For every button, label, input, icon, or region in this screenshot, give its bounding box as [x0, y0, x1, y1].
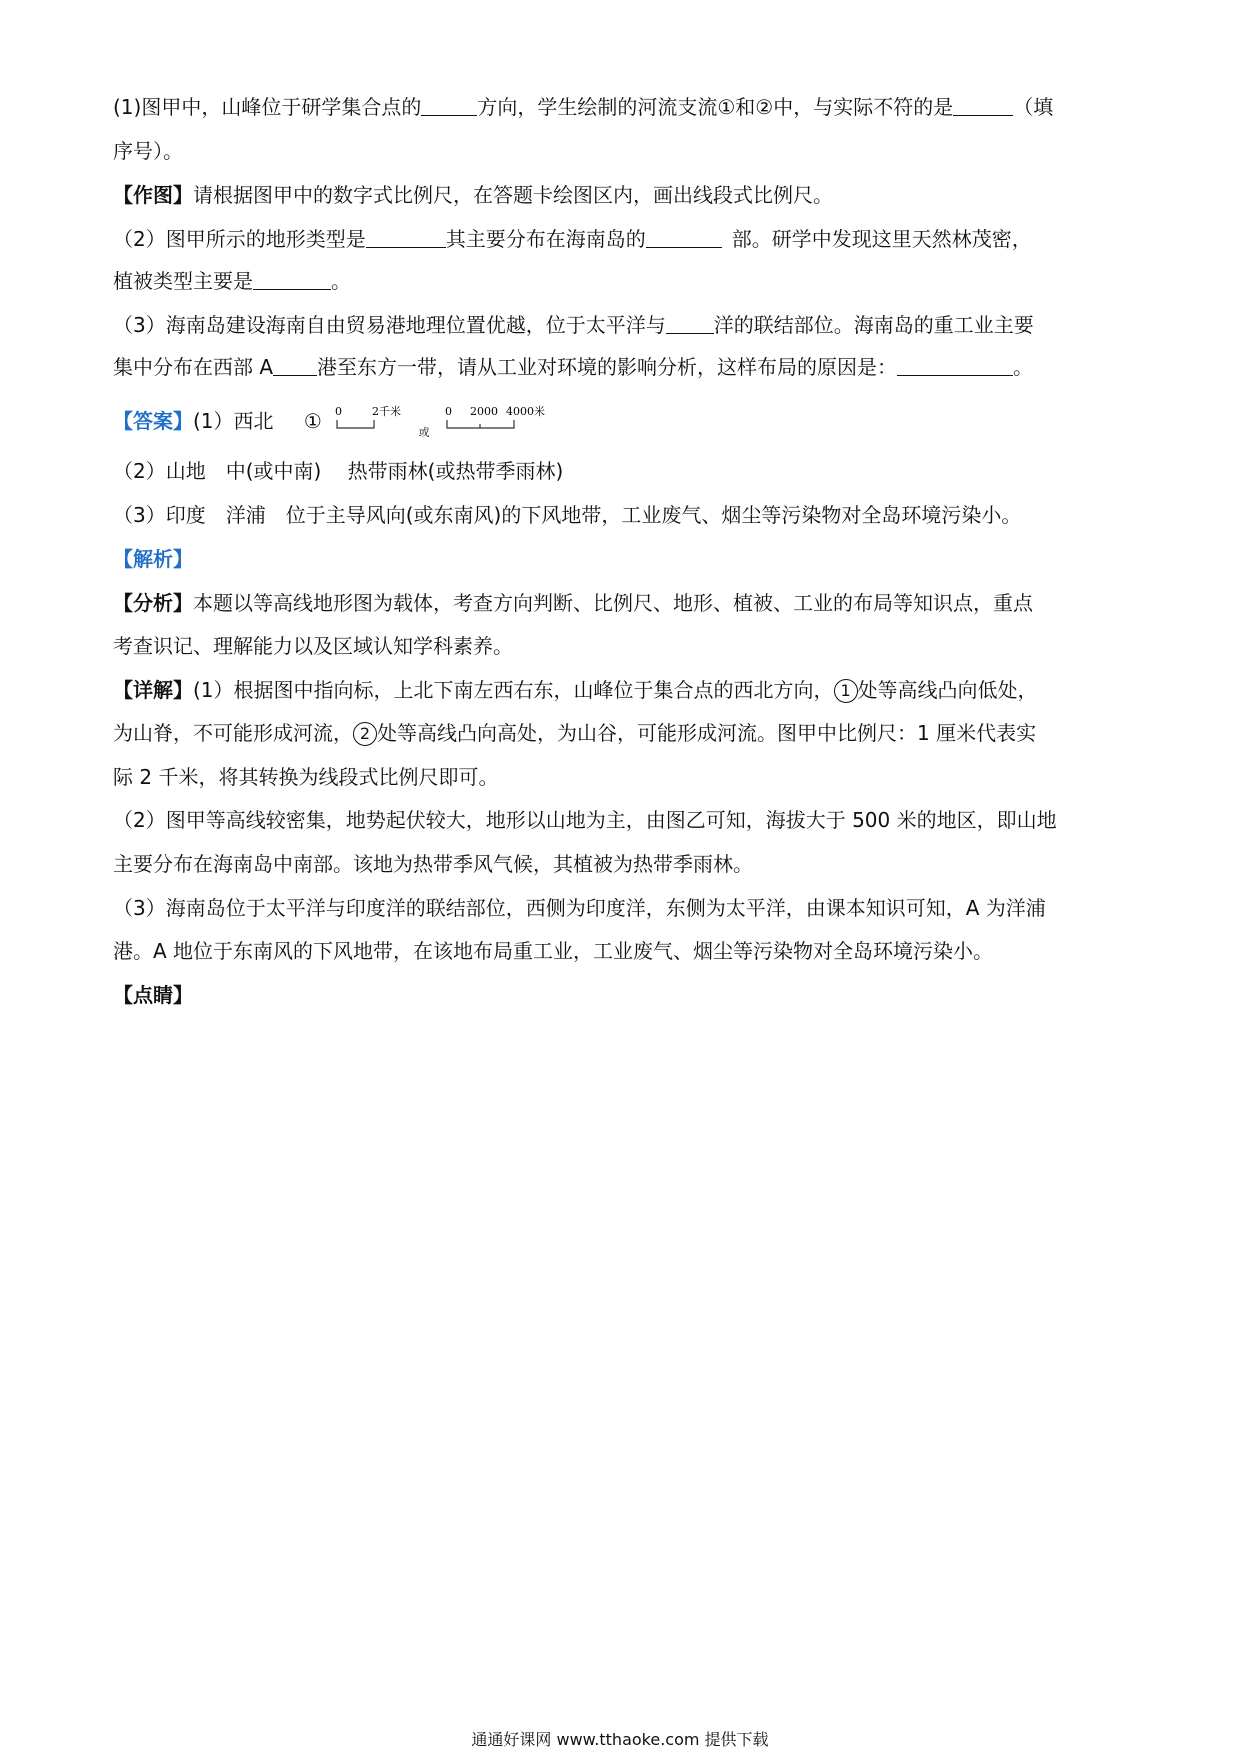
q1-blank-river	[953, 95, 1013, 116]
circled-one: 1	[834, 679, 858, 703]
xiangjie-text-1a: (1）根据图中指向标，上北下南左西右东，山峰位于集合点的西北方向，	[193, 678, 834, 702]
xiangjie-line1	[113, 676, 1133, 704]
answer-1-label: (1）西北	[193, 409, 274, 433]
scale-bar-2km	[334, 404, 406, 434]
scale2-bar	[447, 420, 514, 428]
q3-line2	[113, 353, 1133, 381]
drawing-line	[113, 181, 1133, 209]
xiangjie-text-3: 际 2 千米，将其转换为线段式比例尺即可。	[113, 765, 499, 789]
q1-blank-direction	[421, 95, 477, 116]
dianjing-line	[113, 981, 1133, 1009]
xiangjie-line2	[113, 719, 1133, 747]
fenxi-line1	[113, 589, 1133, 617]
q2-line2	[113, 267, 1133, 295]
q3-text-c: 集中分布在西部 A	[113, 355, 274, 379]
analysis-tag: 【解析】	[113, 547, 193, 571]
q1-text-a: (1)图甲中，山峰位于研学集合点的	[113, 95, 422, 119]
scale1-zero-label: 0	[335, 405, 343, 418]
fenxi-line2	[113, 632, 1133, 660]
fenxi-tag: 【分析】	[113, 591, 193, 615]
fenxi-text-1: 本题以等高线地形图为载体，考查方向判断、比例尺、地形、植被、工业的布局等知识点，重点	[193, 591, 1033, 615]
q3-line1	[113, 311, 1133, 339]
answer-1-circled-number: ①	[303, 409, 322, 433]
q2-blank-vegetation	[253, 269, 331, 290]
answer-or: 或	[418, 426, 430, 439]
q2-text-e: 。	[331, 269, 351, 293]
xiangjie-text-7: 港。A 地位于东南风的下风地带，在该地布局重工业，工业废气、烟尘等污染物对全岛环境污染小。	[113, 939, 994, 963]
xiangjie-line4	[113, 806, 1133, 834]
xiangjie-tag: 【详解】	[113, 678, 193, 702]
q3-blank-ocean	[666, 313, 714, 334]
answer-line2	[113, 457, 1133, 485]
answer-3: （3）印度 洋浦 位于主导风向(或东南风)的下风地带，工业废气、烟尘等污染物对全岛环境污染小。	[113, 503, 1022, 527]
scale2-mid-label: 2000	[469, 405, 498, 418]
q2-text-c: 部。研学中发现这里天然林茂密，	[731, 227, 1032, 251]
q3-text-b: 洋的联结部位。海南岛的重工业主要	[713, 313, 1034, 337]
answer-line3	[113, 501, 1133, 529]
footer-text: 通通好课网 www.tthaoke.com 提供下载	[471, 1730, 769, 1749]
q2-text-a: （2）图甲所示的地形类型是	[113, 227, 366, 251]
drawing-tag: 【作图】	[113, 183, 193, 207]
page-footer	[0, 1730, 1240, 1750]
dianjing-tag: 【点睛】	[113, 983, 193, 1007]
xiangjie-line7	[113, 937, 1133, 965]
q3-blank-port	[273, 355, 317, 376]
answer-tag: 【答案】	[113, 409, 193, 433]
q2-text-d: 植被类型主要是	[113, 269, 253, 293]
q3-text-a: （3）海南岛建设海南自由贸易港地理位置优越，位于太平洋与	[113, 313, 666, 337]
scale-bar-4000m	[442, 404, 572, 434]
xiangjie-text-1b: 处等高线凸向低处，	[857, 678, 1038, 702]
scale1-end-label: 2千米	[372, 405, 402, 418]
q3-text-e: 。	[1013, 355, 1034, 379]
xiangjie-text-2b: 处等高线凸向高处，为山谷，可能形成河流。图甲中比例尺：1 厘米代表实	[377, 721, 1037, 745]
q2-line1	[113, 225, 1133, 253]
drawing-text: 请根据图甲中的数字式比例尺，在答题卡绘图区内，画出线段式比例尺。	[193, 183, 833, 207]
xiangjie-text-4: （2）图甲等高线较密集，地势起伏较大，地形以山地为主，由图乙可知，海拔大于 500 米的地区，即山地	[113, 808, 1057, 832]
q1-line2	[113, 137, 1133, 165]
q1-text-line2: 序号）。	[113, 139, 183, 163]
xiangjie-text-5: 主要分布在海南岛中南部。该地为热带季风气候，其植被为热带季雨林。	[113, 852, 753, 876]
answer-line1	[113, 404, 1133, 447]
q1-text-b: 方向，学生绘制的河流支流①和②中，与实际不符的是	[477, 95, 954, 119]
xiangjie-line5	[113, 850, 1133, 878]
scale1-bar	[337, 420, 374, 428]
xiangjie-line6	[113, 894, 1133, 922]
analysis-heading	[113, 545, 1133, 573]
fenxi-text-2: 考查识记、理解能力以及区域认知学科素养。	[113, 634, 513, 658]
scale2-end-label: 4000米	[505, 405, 545, 418]
q1-text-c: （填	[1013, 95, 1054, 119]
q1-line1	[113, 93, 1133, 121]
scale2-zero-label: 0	[444, 405, 452, 418]
q2-blank-region	[646, 227, 722, 248]
q3-text-d: 港至东方一带，请从工业对环境的影响分析，这样布局的原因是：	[317, 355, 898, 379]
q2-blank-terrain	[366, 227, 446, 248]
xiangjie-line3	[113, 763, 1133, 791]
xiangjie-text-6: （3）海南岛位于太平洋与印度洋的联结部位，西侧为印度洋，东侧为太平洋，由课本知识可知，A 为洋浦	[113, 896, 1046, 920]
circled-two: 2	[353, 722, 377, 746]
q2-text-b: 其主要分布在海南岛的	[445, 227, 646, 251]
q3-blank-reason	[897, 355, 1013, 376]
answer-2: （2）山地 中(或中南) 热带雨林(或热带季雨林)	[113, 459, 564, 483]
xiangjie-text-2a: 为山脊，不可能形成河流，	[113, 721, 353, 745]
